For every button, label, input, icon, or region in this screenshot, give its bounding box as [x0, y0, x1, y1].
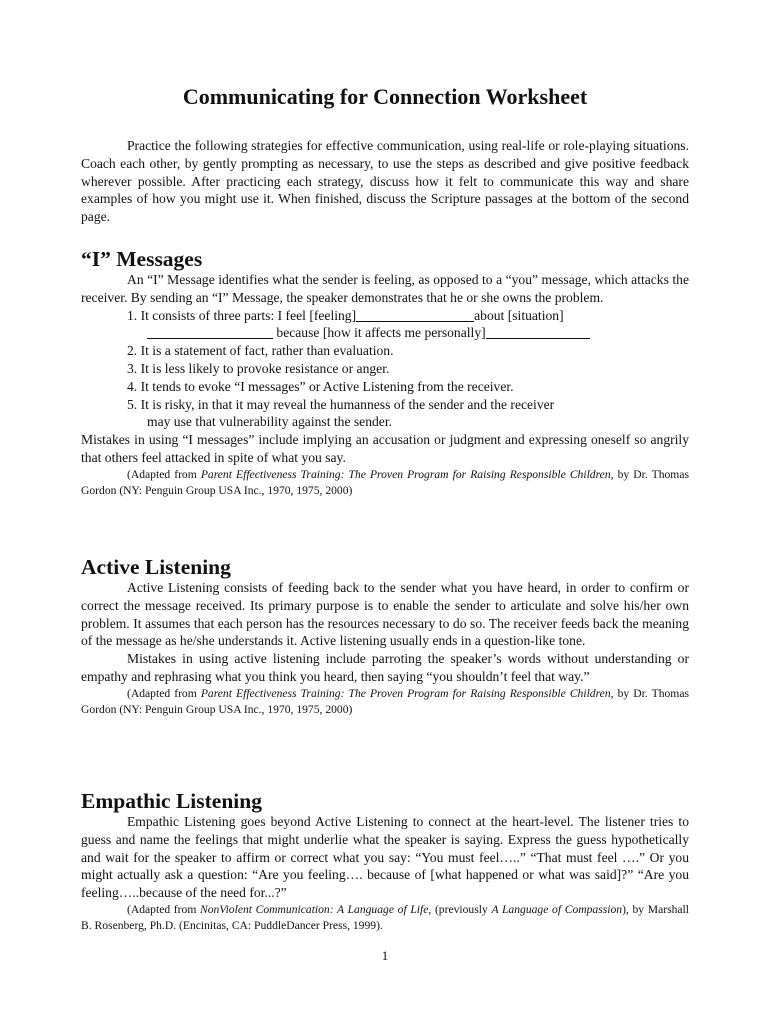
citation: (Adapted from Parent Effectiveness Training: The Proven Program for Raising Responsible Children, by Dr. Thomas Gordon (NY: Penguin Group USA Inc., 1970, 1975, 2000) — [81, 686, 689, 716]
citation: (Adapted from NonViolent Communication: A Language of Life, (previously A Language of Compassion), by Marshall B. Rosenberg, Ph.D. (Encinitas, CA: PuddleDancer Press, 1999). — [81, 902, 689, 932]
active-listening-paragraph: Active Listening consists of feeding back to the sender what you have heard, in order to confirm or correct the message received. Its primary purpose is to enable the sender to articulate and solve his/her own problem. It assumes that each person has the resources necessary to do so. The receiver feeds back the meaning of the message as he/she understands it. Active listening usually ends in a question-like tone. — [81, 580, 689, 649]
cited-book-title: Parent Effectiveness Training: The Proven Program for Raising Responsible Children, — [200, 467, 614, 481]
list-item-continuation: may use that vulnerability against the sender. — [147, 414, 392, 430]
active-listening-section — [81, 555, 689, 718]
i-messages-mistakes: Mistakes in using “I messages” include implying an accusation or judgment and expressing oneself so angrily that others feel attacked in spite of what you say. — [81, 432, 689, 465]
empathic-listening-heading: Empathic Listening — [81, 789, 262, 813]
active-listening-mistakes: Mistakes in using active listening include parroting the speaker’s words without understanding or empathy and rephrasing what you think you heard, then saying “you shouldn’t feel that way.” — [81, 651, 689, 684]
active-listening-heading: Active Listening — [81, 555, 231, 579]
citation: (Adapted from Parent Effectiveness Training: The Proven Program for Raising Responsible Children, by Dr. Thomas Gordon (NY: Penguin Group USA Inc., 1970, 1975, 2000) — [81, 467, 689, 497]
affect-blank[interactable] — [486, 325, 590, 339]
item1-about: about [situation] — [474, 307, 564, 323]
situation-blank[interactable] — [147, 325, 273, 339]
i-messages-heading: “I” Messages — [81, 247, 203, 271]
list-item: 2. It is a statement of fact, rather than evaluation. — [127, 343, 394, 359]
cited-book-title: NonViolent Communication: A Language of Life — [200, 902, 429, 916]
i-messages-section — [81, 247, 689, 499]
list-item: 4. It tends to evoke “I messages” or Active Listening from the receiver. — [127, 378, 514, 394]
list-item: 3. It is less likely to provoke resistance or anger. — [127, 360, 390, 376]
empathic-listening-paragraph: Empathic Listening goes beyond Active Listening to connect at the heart-level. The listener tries to guess and name the feelings that might underlie what the speaker is saying. Express the guess hypothetically and wait for the speaker to affirm or correct what you say: “You must feel…..” “That must feel ….” Or you might actually ask a question: “Are you feeling…. because of [what happened or what was said]?” “Are you feeling…..because of the need for...?” — [81, 814, 689, 901]
item1-text: 1. It consists of three parts: I feel [feeling] — [127, 307, 357, 323]
i-messages-paragraph: An “I” Message identifies what the sender is feeling, as opposed to a “you” message, which attacks the receiver. By sending an “I” Message, the speaker demonstrates that he or she owns the problem. — [81, 272, 689, 305]
cited-book-title-previous: A Language of Compassion — [491, 902, 623, 916]
page-title: Communicating for Connection Worksheet — [182, 84, 588, 109]
intro-paragraph: Practice the following strategies for effective communication, using real-life or role-playing situations. Coach each other, by gently prompting as necessary, to use the steps as described and give positive feedback wherever possible. After practicing each strategy, discuss how it felt to communicate this way and share examples of how you might use it. When finished, discuss the Scripture passages at the bottom of the second page. — [81, 138, 689, 225]
empathic-listening-section — [81, 789, 689, 934]
list-item — [81, 324, 689, 342]
list-item: 5. It is risky, in that it may reveal the humanness of the sender and the receiver — [127, 396, 555, 412]
cited-book-title: Parent Effectiveness Training: The Proven Program for Raising Responsible Children, — [200, 686, 614, 700]
item1-because: because [how it affects me personally] — [276, 325, 486, 341]
intro-section — [81, 137, 689, 226]
feeling-blank[interactable] — [356, 308, 474, 322]
list-item — [81, 307, 689, 325]
page-number: 1 — [381, 948, 389, 963]
